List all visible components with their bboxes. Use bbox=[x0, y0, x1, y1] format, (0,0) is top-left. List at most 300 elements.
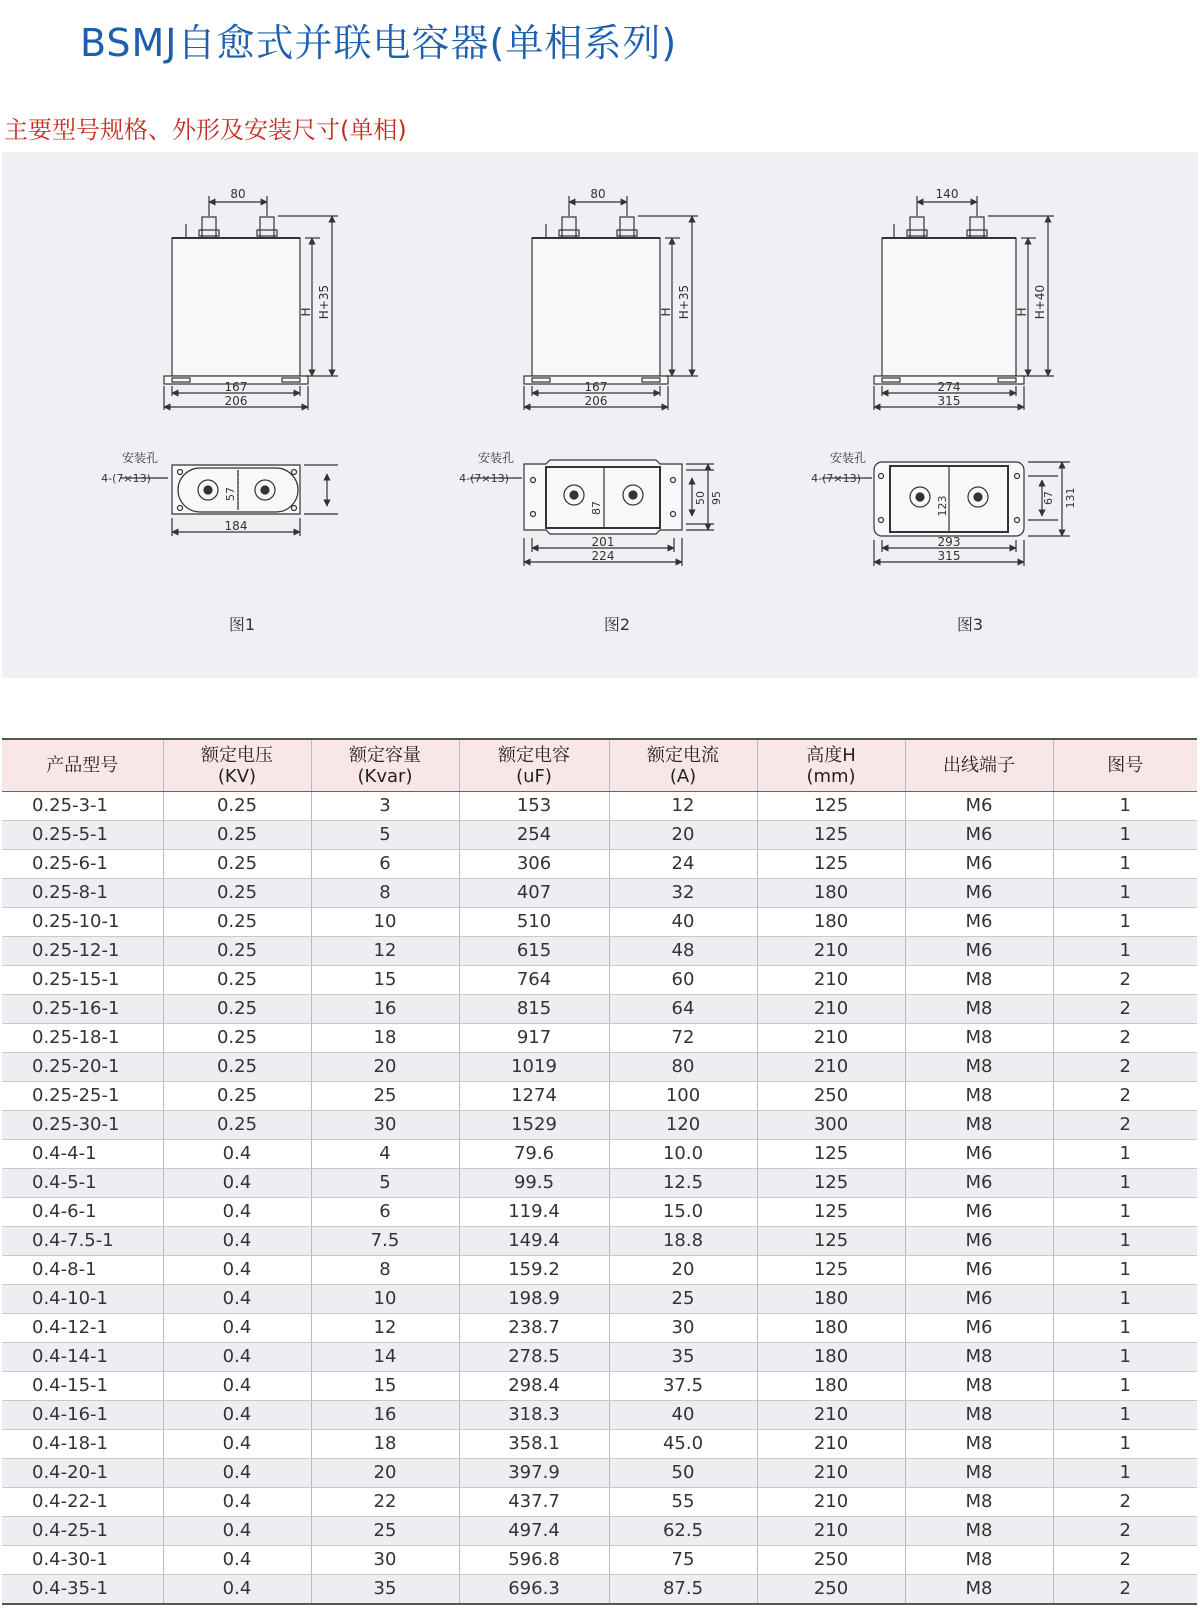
fig1-height-label: H bbox=[299, 307, 313, 317]
cell-rated-current: 30 bbox=[609, 1314, 757, 1343]
cell-height: 180 bbox=[757, 1343, 905, 1372]
cell-terminal: M6 bbox=[905, 1169, 1053, 1198]
cell-terminal: M6 bbox=[905, 1314, 1053, 1343]
cell-rated-current: 10.0 bbox=[609, 1140, 757, 1169]
cell-figure-number: 1 bbox=[1053, 1140, 1197, 1169]
cell-figure-number: 1 bbox=[1053, 1256, 1197, 1285]
cell-terminal: M6 bbox=[905, 1140, 1053, 1169]
table-row bbox=[2, 1198, 1197, 1227]
cell-model: 0.4-30-1 bbox=[2, 1546, 163, 1575]
cell-rated-capacity: 16 bbox=[311, 995, 459, 1024]
col-header-figure-number bbox=[1053, 739, 1197, 792]
cell-rated-capacity: 35 bbox=[311, 1575, 459, 1605]
cell-rated-capacitance: 306 bbox=[459, 850, 609, 879]
cell-model: 0.4-25-1 bbox=[2, 1517, 163, 1546]
cell-height: 210 bbox=[757, 995, 905, 1024]
cell-model: 0.4-12-1 bbox=[2, 1314, 163, 1343]
fig3-inner-width: 274 bbox=[937, 380, 961, 394]
table-row bbox=[2, 1575, 1197, 1605]
spec-table bbox=[2, 738, 1197, 1605]
cell-rated-current: 100 bbox=[609, 1082, 757, 1111]
cell-figure-number: 2 bbox=[1053, 1488, 1197, 1517]
cell-rated-capacitance: 99.5 bbox=[459, 1169, 609, 1198]
cell-rated-voltage: 0.4 bbox=[163, 1459, 311, 1488]
cell-model: 0.4-35-1 bbox=[2, 1575, 163, 1605]
col-header-rated-capacitance bbox=[459, 739, 609, 792]
cell-height: 125 bbox=[757, 1256, 905, 1285]
cell-rated-capacity: 18 bbox=[311, 1430, 459, 1459]
cell-height: 210 bbox=[757, 1401, 905, 1430]
table-row bbox=[2, 1169, 1197, 1198]
cell-rated-capacitance: 1274 bbox=[459, 1082, 609, 1111]
cell-rated-capacitance: 79.6 bbox=[459, 1140, 609, 1169]
cell-rated-voltage: 0.25 bbox=[163, 821, 311, 850]
cell-rated-capacity: 3 bbox=[311, 792, 459, 821]
cell-rated-capacitance: 696.3 bbox=[459, 1575, 609, 1605]
col-header-figure-number-label: 图号 bbox=[1107, 755, 1144, 776]
cell-rated-current: 120 bbox=[609, 1111, 757, 1140]
cell-rated-capacity: 30 bbox=[311, 1111, 459, 1140]
cell-rated-current: 87.5 bbox=[609, 1575, 757, 1605]
cell-height: 125 bbox=[757, 1227, 905, 1256]
col-header-rated-current-unit: (A) bbox=[669, 765, 697, 787]
cell-model: 0.4-16-1 bbox=[2, 1401, 163, 1430]
cell-rated-capacity: 6 bbox=[311, 850, 459, 879]
fig2-base-outer-depth: 95 bbox=[710, 491, 723, 505]
cell-rated-capacity: 20 bbox=[311, 1053, 459, 1082]
cell-height: 180 bbox=[757, 908, 905, 937]
cell-rated-voltage: 0.25 bbox=[163, 879, 311, 908]
col-header-model bbox=[2, 739, 163, 792]
cell-rated-capacitance: 119.4 bbox=[459, 1198, 609, 1227]
cell-rated-current: 48 bbox=[609, 937, 757, 966]
table-body bbox=[2, 792, 1197, 1605]
cell-rated-current: 12 bbox=[609, 792, 757, 821]
cell-rated-capacitance: 510 bbox=[459, 908, 609, 937]
col-header-rated-capacity-label: 额定容量 bbox=[349, 744, 421, 766]
table-row bbox=[2, 1140, 1197, 1169]
cell-figure-number: 1 bbox=[1053, 1198, 1197, 1227]
cell-rated-capacitance: 917 bbox=[459, 1024, 609, 1053]
table-row bbox=[2, 995, 1197, 1024]
cell-rated-voltage: 0.4 bbox=[163, 1517, 311, 1546]
cell-terminal: M6 bbox=[905, 1285, 1053, 1314]
col-header-height-label: 高度H bbox=[806, 744, 856, 766]
table-row bbox=[2, 1227, 1197, 1256]
cell-model: 0.25-6-1 bbox=[2, 850, 163, 879]
cell-figure-number: 1 bbox=[1053, 1401, 1197, 1430]
cell-rated-capacitance: 437.7 bbox=[459, 1488, 609, 1517]
cell-terminal: M8 bbox=[905, 1488, 1053, 1517]
cell-model: 0.4-20-1 bbox=[2, 1459, 163, 1488]
cell-rated-current: 12.5 bbox=[609, 1169, 757, 1198]
cell-terminal: M6 bbox=[905, 908, 1053, 937]
cell-terminal: M6 bbox=[905, 937, 1053, 966]
fig2-height-label: H bbox=[659, 307, 673, 317]
cell-rated-voltage: 0.25 bbox=[163, 995, 311, 1024]
cell-rated-current: 45.0 bbox=[609, 1430, 757, 1459]
cell-rated-capacitance: 254 bbox=[459, 821, 609, 850]
cell-rated-voltage: 0.25 bbox=[163, 1111, 311, 1140]
cell-figure-number: 2 bbox=[1053, 1517, 1197, 1546]
fig3-mount-hole-spec: 4-(7×13) bbox=[811, 472, 861, 485]
cell-terminal: M8 bbox=[905, 1372, 1053, 1401]
cell-rated-capacitance: 615 bbox=[459, 937, 609, 966]
cell-model: 0.4-6-1 bbox=[2, 1198, 163, 1227]
cell-height: 180 bbox=[757, 1285, 905, 1314]
cell-rated-capacity: 10 bbox=[311, 1285, 459, 1314]
cell-terminal: M6 bbox=[905, 792, 1053, 821]
cell-figure-number: 1 bbox=[1053, 1459, 1197, 1488]
table-row bbox=[2, 1343, 1197, 1372]
cell-figure-number: 1 bbox=[1053, 879, 1197, 908]
cell-height: 250 bbox=[757, 1575, 905, 1605]
capacitor-body bbox=[532, 238, 660, 376]
fig2-base-depth: 87 bbox=[590, 501, 603, 515]
cell-rated-capacitance: 397.9 bbox=[459, 1459, 609, 1488]
cell-figure-number: 1 bbox=[1053, 937, 1197, 966]
cell-rated-voltage: 0.25 bbox=[163, 1053, 311, 1082]
cell-height: 125 bbox=[757, 1140, 905, 1169]
cell-height: 125 bbox=[757, 821, 905, 850]
cell-rated-voltage: 0.4 bbox=[163, 1285, 311, 1314]
cell-terminal: M8 bbox=[905, 1024, 1053, 1053]
cell-rated-current: 18.8 bbox=[609, 1227, 757, 1256]
fig2-mount-hole-spec: 4-(7×13) bbox=[459, 472, 509, 485]
cell-rated-voltage: 0.4 bbox=[163, 1256, 311, 1285]
cell-rated-voltage: 0.25 bbox=[163, 850, 311, 879]
cell-rated-capacity: 8 bbox=[311, 1256, 459, 1285]
cell-figure-number: 1 bbox=[1053, 1343, 1197, 1372]
cell-rated-capacitance: 764 bbox=[459, 966, 609, 995]
cell-figure-number: 2 bbox=[1053, 995, 1197, 1024]
cell-figure-number: 2 bbox=[1053, 966, 1197, 995]
cell-rated-capacitance: 238.7 bbox=[459, 1314, 609, 1343]
terminal bbox=[620, 217, 634, 238]
cell-rated-capacity: 7.5 bbox=[311, 1227, 459, 1256]
cell-rated-voltage: 0.4 bbox=[163, 1488, 311, 1517]
cell-model: 0.25-25-1 bbox=[2, 1082, 163, 1111]
cell-rated-current: 32 bbox=[609, 879, 757, 908]
cell-figure-number: 2 bbox=[1053, 1546, 1197, 1575]
cell-model: 0.25-15-1 bbox=[2, 966, 163, 995]
cell-model: 0.4-22-1 bbox=[2, 1488, 163, 1517]
fig3-total-height-label: H+40 bbox=[1033, 284, 1047, 320]
cell-figure-number: 1 bbox=[1053, 908, 1197, 937]
cell-terminal: M6 bbox=[905, 1256, 1053, 1285]
cell-rated-capacity: 10 bbox=[311, 908, 459, 937]
table-row bbox=[2, 821, 1197, 850]
fig1-terminal-spacing: 80 bbox=[230, 187, 246, 201]
fig1-base-depth: 57 bbox=[224, 487, 237, 501]
table-row bbox=[2, 1430, 1197, 1459]
cell-rated-voltage: 0.25 bbox=[163, 908, 311, 937]
cell-rated-capacitance: 198.9 bbox=[459, 1285, 609, 1314]
cell-model: 0.4-4-1 bbox=[2, 1140, 163, 1169]
col-header-rated-capacitance-label: 额定电容 bbox=[498, 744, 570, 766]
fig2-terminal-spacing: 80 bbox=[590, 187, 606, 201]
cell-rated-current: 40 bbox=[609, 908, 757, 937]
cell-rated-voltage: 0.25 bbox=[163, 966, 311, 995]
table-row bbox=[2, 850, 1197, 879]
cell-rated-voltage: 0.25 bbox=[163, 1024, 311, 1053]
col-header-rated-voltage-label: 额定电压 bbox=[201, 744, 273, 766]
fig1-outer-width: 206 bbox=[224, 394, 248, 408]
table-row bbox=[2, 966, 1197, 995]
section-subtitle: 主要型号规格、外形及安装尺寸(单相) bbox=[4, 116, 407, 144]
table-row bbox=[2, 1082, 1197, 1111]
cell-model: 0.4-5-1 bbox=[2, 1169, 163, 1198]
cell-rated-capacity: 14 bbox=[311, 1343, 459, 1372]
col-header-rated-current bbox=[609, 739, 757, 792]
col-header-rated-capacity-unit: (Kvar) bbox=[357, 765, 413, 787]
cell-figure-number: 2 bbox=[1053, 1082, 1197, 1111]
cell-rated-capacity: 25 bbox=[311, 1517, 459, 1546]
cell-terminal: M8 bbox=[905, 1459, 1053, 1488]
cell-terminal: M8 bbox=[905, 1111, 1053, 1140]
table-row bbox=[2, 908, 1197, 937]
cell-height: 210 bbox=[757, 1459, 905, 1488]
terminal bbox=[970, 217, 984, 238]
cell-height: 180 bbox=[757, 879, 905, 908]
cell-rated-current: 20 bbox=[609, 1256, 757, 1285]
mounting-base-plan bbox=[524, 460, 682, 534]
col-header-height bbox=[757, 739, 905, 792]
cell-height: 180 bbox=[757, 1372, 905, 1401]
cell-height: 210 bbox=[757, 966, 905, 995]
cell-height: 125 bbox=[757, 1198, 905, 1227]
cell-rated-current: 35 bbox=[609, 1343, 757, 1372]
table-header-row bbox=[2, 739, 1197, 792]
cell-height: 125 bbox=[757, 792, 905, 821]
col-header-terminal bbox=[905, 739, 1053, 792]
cell-terminal: M8 bbox=[905, 1430, 1053, 1459]
fig1-mount-hole-spec: 4-(7×13) bbox=[101, 472, 151, 485]
cell-figure-number: 1 bbox=[1053, 821, 1197, 850]
cell-rated-voltage: 0.4 bbox=[163, 1430, 311, 1459]
cell-terminal: M8 bbox=[905, 1343, 1053, 1372]
table-row bbox=[2, 1256, 1197, 1285]
dimension-drawings-panel bbox=[2, 152, 1198, 678]
capacitor-body bbox=[882, 238, 1016, 376]
table-row bbox=[2, 1488, 1197, 1517]
cell-terminal: M8 bbox=[905, 1053, 1053, 1082]
cell-height: 210 bbox=[757, 1517, 905, 1546]
cell-figure-number: 2 bbox=[1053, 1053, 1197, 1082]
cell-rated-capacitance: 1529 bbox=[459, 1111, 609, 1140]
cell-rated-capacity: 25 bbox=[311, 1082, 459, 1111]
table-row bbox=[2, 1546, 1197, 1575]
cell-rated-capacitance: 358.1 bbox=[459, 1430, 609, 1459]
cell-rated-current: 40 bbox=[609, 1401, 757, 1430]
cell-rated-current: 72 bbox=[609, 1024, 757, 1053]
fig2-outer-width: 206 bbox=[584, 394, 608, 408]
cell-model: 0.4-10-1 bbox=[2, 1285, 163, 1314]
figure-1-label: 图1 bbox=[228, 615, 256, 634]
table-row bbox=[2, 1111, 1197, 1140]
table-row bbox=[2, 1459, 1197, 1488]
col-header-terminal-label: 出线端子 bbox=[943, 755, 1015, 776]
cell-rated-current: 37.5 bbox=[609, 1372, 757, 1401]
cell-rated-voltage: 0.4 bbox=[163, 1169, 311, 1198]
cell-terminal: M6 bbox=[905, 1227, 1053, 1256]
fig1-mount-hole-label: 安装孔 bbox=[121, 451, 159, 465]
cell-terminal: M6 bbox=[905, 821, 1053, 850]
cell-model: 0.4-7.5-1 bbox=[2, 1227, 163, 1256]
col-header-rated-capacitance-unit: (uF) bbox=[516, 765, 552, 787]
cell-height: 250 bbox=[757, 1546, 905, 1575]
table-row bbox=[2, 1024, 1197, 1053]
figure-1-drawing bbox=[120, 196, 338, 536]
cell-rated-current: 20 bbox=[609, 821, 757, 850]
fig2-base-inner-depth: 50 bbox=[694, 491, 707, 505]
col-header-rated-capacity bbox=[311, 739, 459, 792]
terminal bbox=[202, 217, 216, 238]
cell-model: 0.25-3-1 bbox=[2, 792, 163, 821]
table-row bbox=[2, 1053, 1197, 1082]
cell-model: 0.25-18-1 bbox=[2, 1024, 163, 1053]
cell-rated-capacity: 6 bbox=[311, 1198, 459, 1227]
cell-rated-capacity: 15 bbox=[311, 1372, 459, 1401]
cell-rated-capacity: 15 bbox=[311, 966, 459, 995]
table-row bbox=[2, 1285, 1197, 1314]
cell-rated-capacitance: 159.2 bbox=[459, 1256, 609, 1285]
cell-rated-voltage: 0.25 bbox=[163, 937, 311, 966]
table-row bbox=[2, 1517, 1197, 1546]
fig1-total-height-label: H+35 bbox=[317, 284, 331, 320]
cell-rated-current: 75 bbox=[609, 1546, 757, 1575]
cell-rated-capacity: 12 bbox=[311, 937, 459, 966]
cell-rated-voltage: 0.25 bbox=[163, 792, 311, 821]
fig3-base-outer-depth: 131 bbox=[1064, 487, 1077, 509]
terminal bbox=[562, 217, 576, 238]
cell-rated-voltage: 0.4 bbox=[163, 1546, 311, 1575]
cell-rated-current: 60 bbox=[609, 966, 757, 995]
cell-rated-voltage: 0.4 bbox=[163, 1401, 311, 1430]
cell-rated-capacity: 5 bbox=[311, 1169, 459, 1198]
cell-model: 0.4-18-1 bbox=[2, 1430, 163, 1459]
col-header-model-label: 产品型号 bbox=[46, 755, 119, 776]
cell-figure-number: 1 bbox=[1053, 1314, 1197, 1343]
cell-rated-capacitance: 153 bbox=[459, 792, 609, 821]
cell-figure-number: 1 bbox=[1053, 1430, 1197, 1459]
cell-figure-number: 1 bbox=[1053, 850, 1197, 879]
fig1-base-width: 184 bbox=[224, 519, 248, 533]
cell-model: 0.25-12-1 bbox=[2, 937, 163, 966]
cell-rated-current: 24 bbox=[609, 850, 757, 879]
cell-rated-current: 64 bbox=[609, 995, 757, 1024]
fig3-outer-width: 315 bbox=[937, 394, 961, 408]
col-header-rated-current-label: 额定电流 bbox=[647, 744, 719, 766]
cell-rated-capacity: 12 bbox=[311, 1314, 459, 1343]
cell-rated-capacity: 18 bbox=[311, 1024, 459, 1053]
cell-rated-capacity: 5 bbox=[311, 821, 459, 850]
fig3-base-depth: 123 bbox=[936, 495, 949, 517]
capacitor-body bbox=[172, 238, 300, 376]
cell-terminal: M8 bbox=[905, 1575, 1053, 1605]
cell-model: 0.4-14-1 bbox=[2, 1343, 163, 1372]
cell-rated-current: 80 bbox=[609, 1053, 757, 1082]
fig3-base-inner-width: 293 bbox=[937, 535, 961, 549]
cell-terminal: M8 bbox=[905, 1517, 1053, 1546]
cell-rated-capacitance: 407 bbox=[459, 879, 609, 908]
cell-rated-capacity: 22 bbox=[311, 1488, 459, 1517]
cell-figure-number: 1 bbox=[1053, 1285, 1197, 1314]
cell-figure-number: 1 bbox=[1053, 1227, 1197, 1256]
cell-rated-capacity: 30 bbox=[311, 1546, 459, 1575]
cell-terminal: M8 bbox=[905, 1546, 1053, 1575]
cell-rated-capacitance: 815 bbox=[459, 995, 609, 1024]
figure-2-label: 图2 bbox=[603, 615, 631, 634]
fig3-mount-hole-label: 安装孔 bbox=[829, 451, 867, 465]
cell-height: 300 bbox=[757, 1111, 905, 1140]
cell-height: 210 bbox=[757, 1024, 905, 1053]
cell-rated-capacity: 16 bbox=[311, 1401, 459, 1430]
fig2-base-outer-width: 224 bbox=[591, 549, 615, 563]
cell-rated-capacitance: 318.3 bbox=[459, 1401, 609, 1430]
cell-rated-capacitance: 596.8 bbox=[459, 1546, 609, 1575]
cell-height: 210 bbox=[757, 937, 905, 966]
cell-model: 0.25-5-1 bbox=[2, 821, 163, 850]
cell-figure-number: 2 bbox=[1053, 1024, 1197, 1053]
fig3-base-inner-depth: 67 bbox=[1042, 491, 1055, 505]
cell-model: 0.25-20-1 bbox=[2, 1053, 163, 1082]
fig2-mount-hole-label: 安装孔 bbox=[477, 451, 515, 465]
table-row bbox=[2, 1372, 1197, 1401]
cell-rated-capacity: 8 bbox=[311, 879, 459, 908]
cell-rated-capacitance: 298.4 bbox=[459, 1372, 609, 1401]
cell-rated-current: 62.5 bbox=[609, 1517, 757, 1546]
fig1-inner-width: 167 bbox=[224, 380, 248, 394]
cell-rated-current: 50 bbox=[609, 1459, 757, 1488]
fig3-base-outer-width: 315 bbox=[937, 549, 961, 563]
cell-figure-number: 2 bbox=[1053, 1111, 1197, 1140]
terminal bbox=[260, 217, 274, 238]
table-row bbox=[2, 879, 1197, 908]
cell-height: 210 bbox=[757, 1488, 905, 1517]
cell-height: 125 bbox=[757, 850, 905, 879]
cell-height: 210 bbox=[757, 1053, 905, 1082]
cell-rated-voltage: 0.4 bbox=[163, 1314, 311, 1343]
cell-rated-voltage: 0.4 bbox=[163, 1343, 311, 1372]
cell-rated-capacitance: 149.4 bbox=[459, 1227, 609, 1256]
cell-figure-number: 1 bbox=[1053, 1372, 1197, 1401]
cell-terminal: M6 bbox=[905, 879, 1053, 908]
col-header-rated-voltage bbox=[163, 739, 311, 792]
fig2-inner-width: 167 bbox=[584, 380, 608, 394]
fig2-total-height-label: H+35 bbox=[677, 284, 691, 320]
cell-figure-number: 1 bbox=[1053, 1169, 1197, 1198]
cell-terminal: M8 bbox=[905, 995, 1053, 1024]
cell-model: 0.25-30-1 bbox=[2, 1111, 163, 1140]
dimension-drawings bbox=[2, 152, 1198, 678]
cell-model: 0.4-15-1 bbox=[2, 1372, 163, 1401]
cell-rated-capacity: 4 bbox=[311, 1140, 459, 1169]
cell-terminal: M8 bbox=[905, 1401, 1053, 1430]
cell-rated-current: 15.0 bbox=[609, 1198, 757, 1227]
cell-rated-voltage: 0.4 bbox=[163, 1372, 311, 1401]
cell-rated-voltage: 0.4 bbox=[163, 1198, 311, 1227]
cell-rated-current: 25 bbox=[609, 1285, 757, 1314]
cell-terminal: M8 bbox=[905, 966, 1053, 995]
table-row bbox=[2, 792, 1197, 821]
figure-3-label: 图3 bbox=[956, 615, 984, 634]
cell-height: 210 bbox=[757, 1430, 905, 1459]
col-header-height-unit: (mm) bbox=[806, 765, 856, 787]
cell-figure-number: 1 bbox=[1053, 792, 1197, 821]
cell-model: 0.25-16-1 bbox=[2, 995, 163, 1024]
cell-figure-number: 2 bbox=[1053, 1575, 1197, 1605]
